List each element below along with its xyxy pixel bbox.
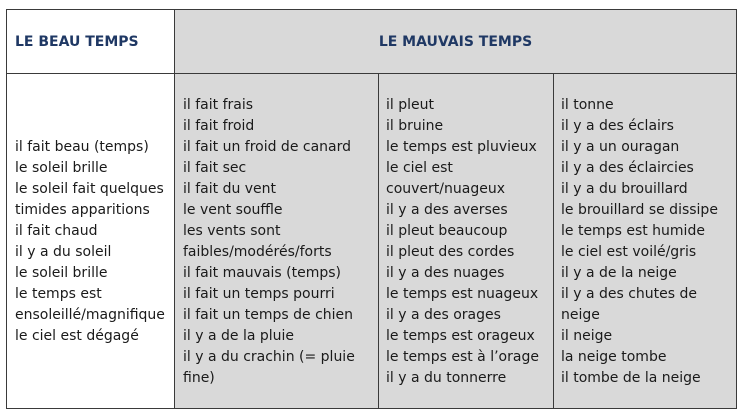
vocab-line: il y a du soleil [15,244,112,260]
vocab-line: il fait un froid de canard [183,139,352,155]
vocab-line: il fait du vent [183,181,277,197]
vocab-line: le temps est à l’orage [386,349,539,365]
vocab-line: le ciel est dégagé [15,328,139,344]
vocab-line: il fait frais [183,97,254,113]
vocab-line: le temps est pluvieux [386,139,537,155]
vocab-line: le temps est humide [561,223,705,239]
vocab-line: le soleil brille [15,265,108,281]
vocab-line: il y a du crachin (= pluie [183,349,355,365]
vocab-line: il y a des éclaircies [561,160,694,176]
vocab-line: il y a du brouillard [561,181,688,197]
vocab-line: ensoleillé/magnifique [15,307,165,323]
vocab-line: le temps est [15,286,102,302]
vocab-line: timides apparitions [15,202,150,218]
column-mauvais-temps-2 [379,74,554,408]
vocab-line: le vent souffle [183,202,283,218]
vocab-line: il fait un temps pourri [183,286,335,302]
vocab-line: le temps est orageux [386,328,535,344]
vocab-line: il y a de la pluie [183,328,295,344]
weather-vocabulary-table [6,9,737,409]
vocab-line: neige [561,307,600,323]
vocab-line: il fait un temps de chien [183,307,354,323]
vocab-line: il bruine [386,118,444,134]
vocab-line: faibles/modérés/forts [183,244,332,260]
vocab-line: il tombe de la neige [561,370,701,386]
column-mauvais-temps-1 [175,74,379,408]
vocab-line: il fait beau (temps) [15,139,149,155]
vocab-line: la neige tombe [561,349,667,365]
vocab-line: il y a des éclairs [561,118,674,134]
vocab-line: les vents sont [183,223,281,239]
vocab-line: il pleut [386,97,434,113]
vocab-line: il neige [561,328,613,344]
vocab-line: le ciel est voilé/gris [561,244,697,260]
vocab-line: il y a des averses [386,202,508,218]
vocab-line: le soleil brille [15,160,108,176]
column-mauvais-temps-3 [554,74,736,408]
vocab-line: il tonne [561,97,614,113]
vocab-line: le soleil fait quelques [15,181,164,197]
vocab-line: il pleut beaucoup [386,223,508,239]
vocab-line: il fait froid [183,118,255,134]
vocab-line: il y a du tonnerre [386,370,507,386]
vocab-line: il fait mauvais (temps) [183,265,341,281]
vocab-line: le ciel est [386,160,453,176]
vocab-line: le brouillard se dissipe [561,202,718,218]
vocab-line: il fait chaud [15,223,98,239]
header-beau-temps: LE BEAU TEMPS [7,10,175,74]
vocab-line: il y a des chutes de [561,286,698,302]
column-beau-temps [7,74,175,408]
vocab-line: le temps est nuageux [386,286,539,302]
vocab-line: il pleut des cordes [386,244,515,260]
vocab-line: couvert/nuageux [386,181,505,197]
vocab-line: il y a des orages [386,307,501,323]
vocab-line: il fait sec [183,160,247,176]
vocab-line: il y a des nuages [386,265,505,281]
header-mauvais-temps: LE MAUVAIS TEMPS [175,10,736,74]
vocab-line: il y a un ouragan [561,139,680,155]
vocab-line: il y a de la neige [561,265,677,281]
vocab-line: fine) [183,370,215,386]
